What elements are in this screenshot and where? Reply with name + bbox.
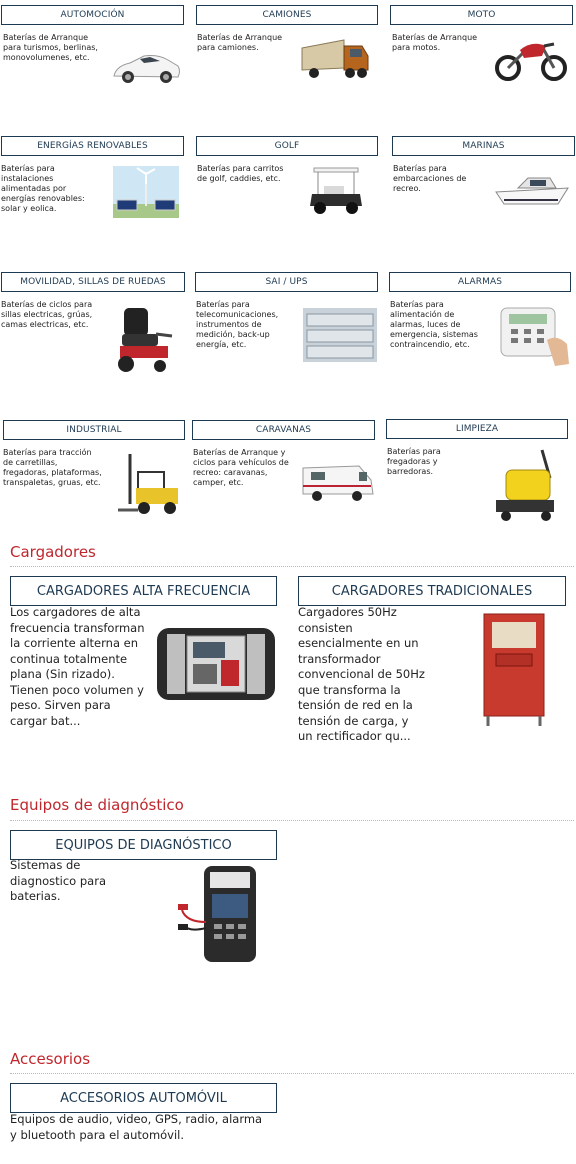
accesorios-automovil-desc: Equipos de audio, video, GPS, radio, alarma y bluetooth para el automóvil. <box>10 1112 263 1142</box>
accesorios-automovil-button[interactable]: ACCESORIOS AUTOMÓVIL <box>10 1083 277 1113</box>
wheelchair-icon[interactable] <box>112 304 178 376</box>
cargadores-heading: Cargadores <box>10 543 96 561</box>
alarm-keypad-icon[interactable] <box>497 304 571 372</box>
category-sai-ups-button[interactable]: SAI / UPS <box>195 272 378 292</box>
equipos-diagnostico-button[interactable]: EQUIPOS DE DIAGNÓSTICO <box>10 830 277 860</box>
category-sai-ups-desc: Baterías para telecomunicaciones, instrumentos de medición, back-up energía, etc. <box>196 300 279 349</box>
category-camiones-button[interactable]: CAMIONES <box>196 5 378 25</box>
category-renovables-desc: Baterías para instalaciones alimentadas por energías renovables: solar y eolica. <box>1 164 85 213</box>
battery-tester-icon[interactable] <box>176 862 262 970</box>
category-alarmas-desc: Baterías para alimentación de alarmas, luces de emergencia, sistemas contraincendio, etc. <box>390 300 478 349</box>
solar-wind-icon[interactable] <box>113 166 179 218</box>
ups-battery-rack-icon[interactable] <box>303 308 377 362</box>
category-camiones-desc: Baterías de Arranque para camiones. <box>197 33 283 52</box>
high-frequency-charger-icon[interactable] <box>153 618 279 710</box>
floor-scrubber-icon[interactable] <box>488 448 564 526</box>
category-moto-desc: Baterías de Arranque para motos. <box>392 33 478 52</box>
category-limpieza-button[interactable]: LIMPIEZA <box>386 419 568 439</box>
motorcycle-icon[interactable] <box>494 36 568 82</box>
category-industrial-button[interactable]: INDUSTRIAL <box>3 420 185 440</box>
accesorios-heading: Accesorios <box>10 1050 91 1068</box>
category-movilidad-button[interactable]: MOVILIDAD, SILLAS DE RUEDAS <box>1 272 185 292</box>
truck-icon[interactable] <box>300 34 370 82</box>
category-golf-button[interactable]: GOLF <box>196 136 378 156</box>
accesorios-divider <box>10 1073 574 1074</box>
category-marinas-desc: Baterías para embarcaciones de recreo. <box>393 164 467 193</box>
equipos-diagnostico-desc: Sistemas de diagnostico para baterias. <box>10 858 106 903</box>
cargadores-alta-frecuencia-desc: Los cargadores de alta frecuencia transforman la corriente alterna en continua totalmente plana (Sin rizado). Tienen poco volumen y peso. Sirven para cargar bat... <box>10 605 145 728</box>
cargadores-alta-frecuencia-button[interactable]: CARGADORES ALTA FRECUENCIA <box>10 576 277 606</box>
category-renovables-button[interactable]: ENERGÍAS RENOVABLES <box>1 136 184 156</box>
cargadores-divider <box>10 566 574 567</box>
forklift-icon[interactable] <box>114 452 184 516</box>
category-moto-button[interactable]: MOTO <box>390 5 573 25</box>
category-marinas-button[interactable]: MARINAS <box>392 136 575 156</box>
traditional-charger-icon[interactable] <box>478 612 550 730</box>
boat-icon[interactable] <box>494 170 572 210</box>
category-limpieza-desc: Baterías para fregadoras y barredoras. <box>387 447 441 476</box>
category-alarmas-button[interactable]: ALARMAS <box>389 272 571 292</box>
category-movilidad-desc: Baterías de ciclos para sillas electricas, grúas, camas electricas, etc. <box>1 300 93 329</box>
sports-car-icon[interactable] <box>110 44 182 88</box>
camper-van-icon[interactable] <box>301 460 375 504</box>
category-golf-desc: Baterías para carritos de golf, caddies, etc. <box>197 164 284 183</box>
golf-cart-icon[interactable] <box>306 166 366 218</box>
category-industrial-desc: Baterías para tracción de carretillas, fregadoras, plataformas, transpaletas, gruas, etc. <box>3 448 102 487</box>
cargadores-tradicionales-desc: Cargadores 50Hz consisten esencialmente en un transformador convencional de 50Hz que transforma la tensión de red en la tensión de carga, y un rectificador qu... <box>298 605 425 743</box>
category-automocion-desc: Baterías de Arranque para turismos, berlinas, monovolumenes, etc. <box>3 33 98 62</box>
category-caravanas-button[interactable]: CARAVANAS <box>192 420 375 440</box>
diagnostico-heading: Equipos de diagnóstico <box>10 796 184 814</box>
category-automocion-button[interactable]: AUTOMOCIÓN <box>1 5 184 25</box>
diagnostico-divider <box>10 820 574 821</box>
cargadores-tradicionales-button[interactable]: CARGADORES TRADICIONALES <box>298 576 566 606</box>
category-caravanas-desc: Baterías de Arranque y ciclos para vehículos de recreo: caravanas, camper, etc. <box>193 448 289 487</box>
